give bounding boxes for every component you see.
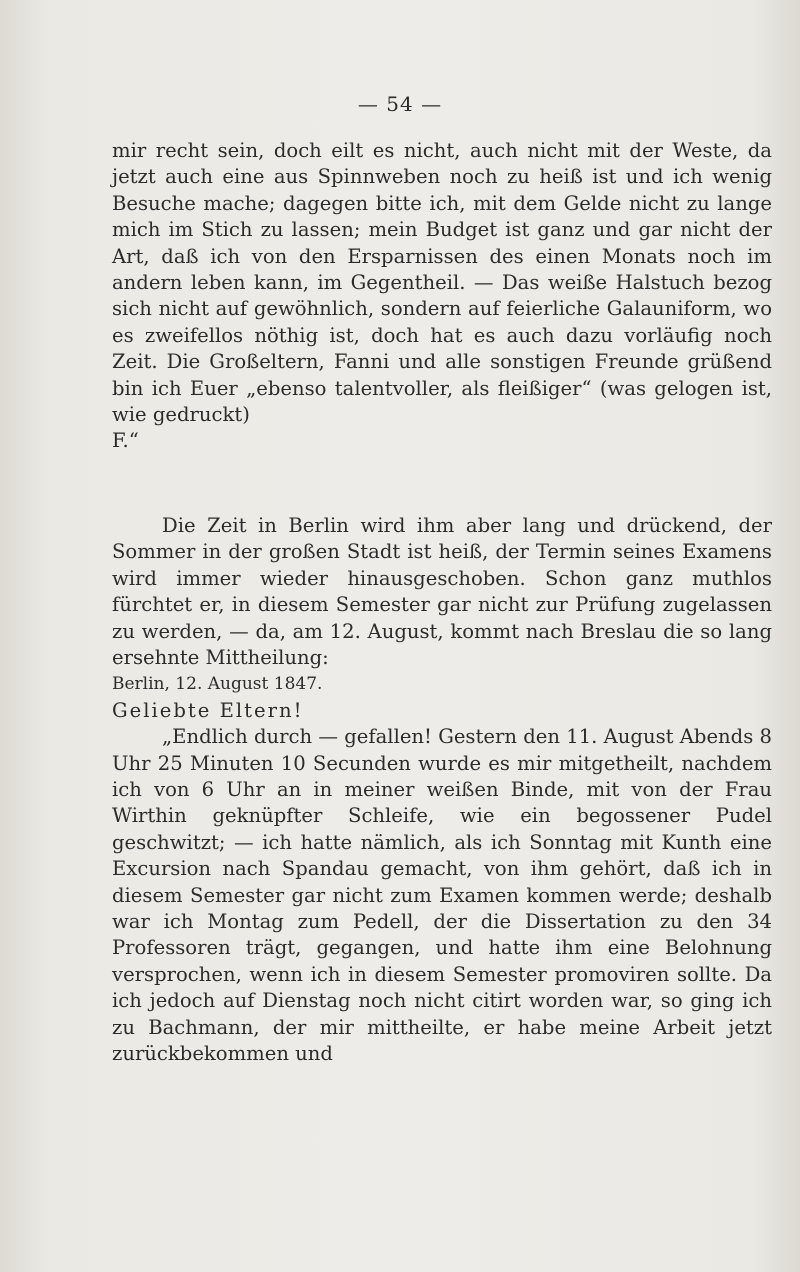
letter-dateline: Berlin, 12. August 1847. bbox=[112, 674, 323, 695]
narrative-paragraph: Die Zeit in Berlin wird ihm aber lang und drückend, der Sommer in der großen Stadt ist heiß, der Termin seines Examens wird immer wieder hinausgeschoben. Schon ganz muthlos fürchtet er, in diesem Semester gar nicht zur Prüfung zugelassen zu werden, — da, am 12. August, kommt nach Breslau die so lang ersehnte Mittheilung: bbox=[112, 513, 772, 669]
page-number: — 54 — bbox=[357, 92, 443, 116]
letter-continuation-paragraph: mir recht sein, doch eilt es nicht, auch nicht mit der Weste, da jetzt auch eine aus Spinnweben noch zu heiß ist und ich wenig Besuche mache; dagegen bitte ich, mit dem Gelde nicht zu lange mich im Stich zu lassen; mein Budget ist ganz und gar nicht der Art, daß ich von den Ersparnissen des einen Monats noch im andern leben kann, im Gegentheil. — Das weiße Halstuch bezog sich nicht auf gewöhnlich, sondern auf feierliche Galauniform, wo es zweifellos nöthig ist, doch hat es auch dazu vorläufig noch Zeit. Die Großeltern, Fanni und alle sonstigen Freunde grüßend bin ich Euer „ebenso talentvoller, als fleißiger“ (was gelogen ist, wie gedruckt) bbox=[112, 139, 772, 427]
letter-salutation: Geliebte Eltern! bbox=[112, 698, 304, 722]
page-text bbox=[112, 138, 772, 1067]
section-gap bbox=[112, 455, 772, 513]
letter-body-paragraph: „Endlich durch — gefallen! Gestern den 11. August Abends 8 Uhr 25 Minuten 10 Secunden wurde es mir mitgetheilt, nachdem ich von 6 Uhr an in meiner weißen Binde, mit von der Frau Wirthin geknüpfter Schleife, wie ein begossener Pudel geschwitzt; — ich hatte nämlich, als ich Sonntag mit Kunth eine Excursion nach Spandau gemacht, von ihm gehört, daß ich in diesem Semester gar nicht zum Examen kommen werde; deshalb war ich Montag zum Pedell, der die Dissertation zu den 34 Professoren trägt, gegangen, und hatte ihm eine Belohnung versprochen, wenn ich in diesem Semester promoviren sollte. Da ich jedoch auf Dienstag noch nicht citirt worden war, so ging ich zu Bachmann, der mir mittheilte, er habe meine Arbeit jetzt zurückbekommen und bbox=[112, 725, 772, 1065]
letter-signature: F.“ bbox=[112, 429, 139, 453]
